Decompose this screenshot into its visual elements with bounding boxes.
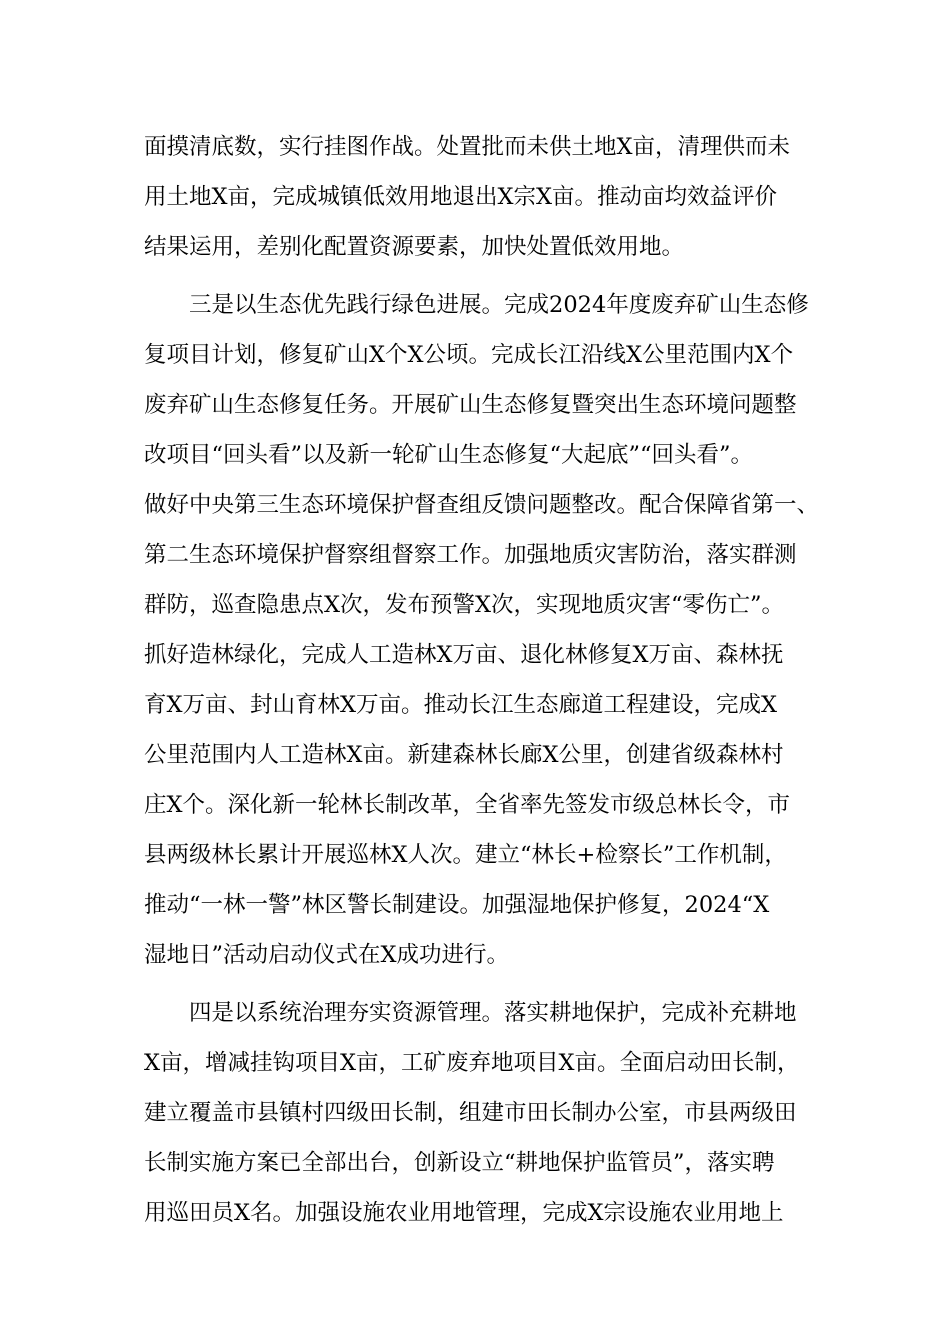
- text-line: 推动“一林一警”林区警长制建设。加强湿地保护修复，2024“X: [144, 892, 770, 918]
- text-line: 庄X个。深化新一轮林长制改革，全省率先签发市级总林长令，市: [144, 792, 791, 818]
- text-line: 废弃矿山生态修复任务。开展矿山生态修复暨突出生态环境问题整: [144, 392, 797, 418]
- text-line: 面摸清底数，实行挂图作战。处置批而未供土地X亩，清理供而未: [144, 134, 791, 160]
- text-line: 第二生态环境保护督察组督察工作。加强地质灾害防治，落实群测: [144, 542, 797, 568]
- text-line: 用巡田员X名。加强设施农业用地管理，完成X宗设施农业用地上: [144, 1200, 784, 1226]
- paragraph-start-line: 四是以系统治理夯实资源管理。落实耕地保护，完成补充耕地: [189, 1000, 797, 1026]
- text-line: 用土地X亩，完成城镇低效用地退出X宗X亩。推动亩均效益评价: [144, 184, 778, 210]
- text-line: 改项目“回头看”以及新一轮矿山生态修复“大起底”“回头看”。: [144, 442, 754, 468]
- paragraph-start-line: 三是以生态优先践行绿色进展。完成2024年度废弃矿山生态修: [189, 292, 809, 318]
- text-line: 公里范围内人工造林X亩。新建森林长廊X公里，创建省级森林村: [144, 742, 784, 768]
- text-line: 湿地日”活动启动仪式在X成功进行。: [144, 942, 510, 968]
- text-line: 抓好造林绿化，完成人工造林X万亩、退化林修复X万亩、森林抚: [144, 642, 784, 668]
- text-line: 结果运用，差别化配置资源要素，加快处置低效用地。: [144, 234, 685, 260]
- text-line: 建立覆盖市县镇村四级田长制，组建市田长制办公室，市县两级田: [144, 1100, 797, 1126]
- text-line: X亩，增减挂钩项目X亩，工矿废弃地项目X亩。全面启动田长制，: [144, 1050, 800, 1076]
- text-line: 县两级林长累计开展巡林X人次。建立“林长+检察长”工作机制，: [144, 842, 787, 868]
- text-line: 做好中央第三生态环境保护督查组反馈问题整改。配合保障省第一、: [144, 492, 820, 518]
- text-line: 长制实施方案已全部出台，创新设立“耕地保护监管员”，落实聘: [144, 1150, 775, 1176]
- text-line: 群防，巡查隐患点X次，发布预警X次，实现地质灾害“零伤亡”。: [144, 592, 785, 618]
- text-line: 育X万亩、封山育林X万亩。推动长江生态廊道工程建设，完成X: [144, 692, 778, 718]
- text-line: 复项目计划，修复矿山X个X公顷。完成长江沿线X公里范围内X个: [144, 342, 794, 368]
